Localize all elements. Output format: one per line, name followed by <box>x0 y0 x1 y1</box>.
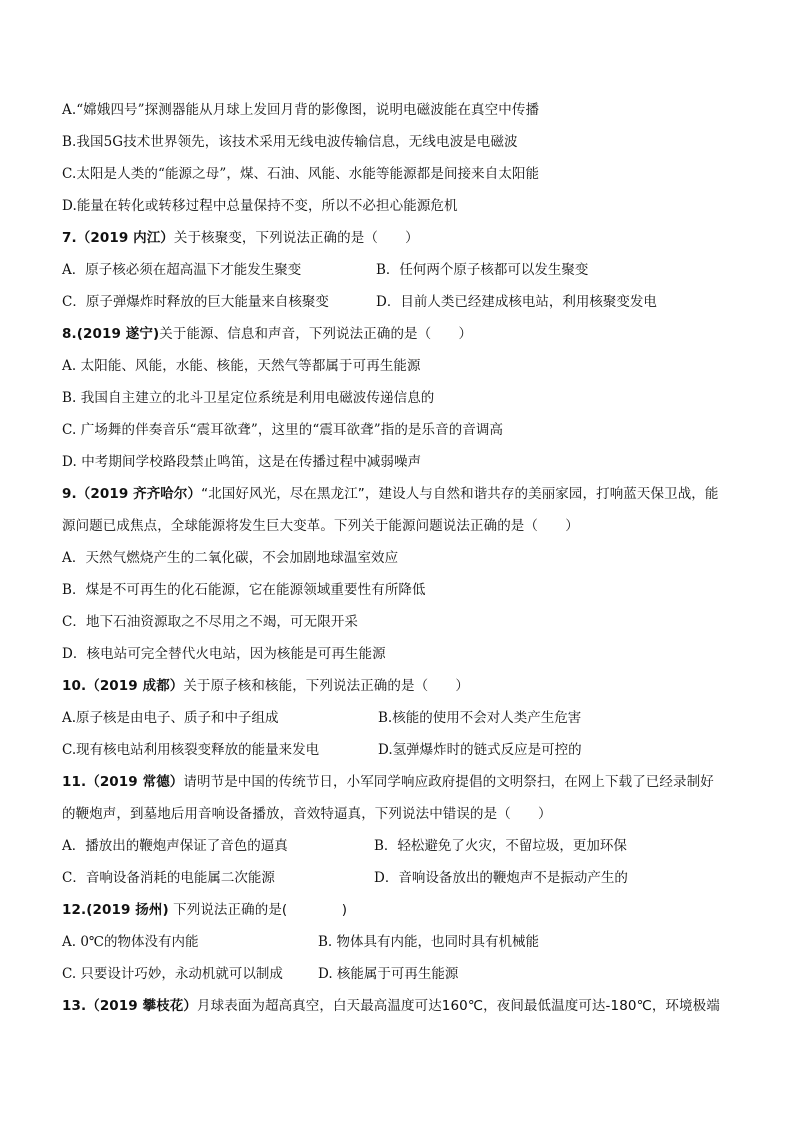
question-text: 关于能源、信息和声音，下列说法正确的是（ ） <box>159 326 473 342</box>
question-11-option-a: A．播放出的鞭炮声保证了音色的逼真 <box>62 838 288 854</box>
question-7-option-b: B．任何两个原子核都可以发生聚变 <box>376 262 589 278</box>
question-source: （2019 成都） <box>86 678 184 694</box>
question-text: 下列说法正确的是( ) <box>168 902 348 918</box>
question-number: 8. <box>62 326 77 342</box>
question-8-option-d: D. 中考期间学校路段禁止鸣笛，这是在传播过程中减弱噪声 <box>62 454 422 470</box>
question-source: （2019 内江） <box>76 230 174 246</box>
question-10-stem <box>62 676 752 696</box>
prev-question-option-a: A.“嫦娥四号”探测器能从月球上发回月背的影像图，说明电磁波能在真空中传播 <box>62 102 540 118</box>
question-number: 10. <box>62 678 87 694</box>
question-text: 关于核聚变，下列说法正确的是（ ） <box>173 230 419 246</box>
question-source: (2019 扬州) <box>86 902 169 918</box>
prev-question-option-c: C.太阳是人类的“能源之母”，煤、石油、风能、水能等能源都是间接来自太阳能 <box>62 166 540 182</box>
question-source: （2019 攀枝花） <box>86 998 197 1014</box>
prev-question-option-d: D.能量在转化或转移过程中总量保持不变，所以不必担心能源危机 <box>62 198 458 214</box>
question-12-stem <box>62 900 752 920</box>
question-12-option-c: C. 只要设计巧妙，永动机就可以制成 <box>62 966 283 982</box>
question-source: （2019 常德） <box>86 774 184 790</box>
question-source: （2019 齐齐哈尔） <box>76 486 202 502</box>
prev-question-option-b: B.我国5G技术世界领先，该技术采用无线电波传输信息，无线电波是电磁波 <box>62 134 518 150</box>
question-10-option-d: D.氢弹爆炸时的链式反应是可控的 <box>378 742 582 758</box>
question-text: 关于原子核和核能，下列说法正确的是（ ） <box>183 678 470 694</box>
question-10-option-b: B.核能的使用不会对人类产生危害 <box>378 710 582 726</box>
question-number: 9. <box>62 486 77 502</box>
question-9-stem-line-1 <box>62 484 752 504</box>
question-7-option-c: C．原子弹爆炸时释放的巨大能量来自核聚变 <box>62 294 329 310</box>
question-11-option-d: D．音响设备放出的鞭炮声不是振动产生的 <box>374 870 628 886</box>
question-text: “北国好风光，尽在黑龙江”，建设人与自然和谐共存的美丽家园，打响蓝天保卫战，能 <box>201 486 719 502</box>
question-11-option-b: B．轻松避免了火灾，不留垃圾，更加环保 <box>374 838 627 854</box>
question-9-option-a: A．天然气燃烧产生的二氧化碳，不会加剧地球温室效应 <box>62 550 399 566</box>
question-9-option-d: D．核电站可完全替代火电站，因为核能是可再生能源 <box>62 646 386 662</box>
question-7-stem <box>62 228 752 248</box>
question-7-option-a: A．原子核必须在超高温下才能发生聚变 <box>62 262 302 278</box>
question-text: 月球表面为超高真空，白天最高温度可达160℃，夜间最低温度可达-180℃，环境极端 <box>197 998 720 1014</box>
question-9-option-b: B．煤是不可再生的化石能源，它在能源领域重要性有所降低 <box>62 582 426 598</box>
question-11-stem-line-2: 的鞭炮声，到墓地后用音响设备播放，音效特逼真，下列说法中错误的是（ ） <box>62 806 552 822</box>
question-text: 请明节是中国的传统节日，小军同学响应政府提倡的文明祭扫，在网上下载了已经录制好 <box>183 774 714 790</box>
question-9-option-c: C．地下石油资源取之不尽用之不竭，可无限开采 <box>62 614 359 630</box>
question-number: 13. <box>62 998 87 1014</box>
question-13-stem <box>62 996 752 1016</box>
question-number: 12. <box>62 902 87 918</box>
question-11-option-c: C．音响设备消耗的电能属二次能源 <box>62 870 275 886</box>
question-12-option-b: B. 物体具有内能，也同时具有机械能 <box>318 934 540 950</box>
question-number: 7. <box>62 230 77 246</box>
question-8-option-c: C. 广场舞的伴奏音乐“震耳欲聋”，这里的“震耳欲聋”指的是乐音的音调高 <box>62 422 504 438</box>
question-10-option-a: A.原子核是由电子、质子和中子组成 <box>62 710 279 726</box>
question-9-stem-line-2: 源问题已成焦点，全球能源将发生巨大变革。下列关于能源问题说法正确的是（ ） <box>62 518 579 534</box>
question-7-option-d: D．目前人类已经建成核电站，利用核聚变发电 <box>376 294 657 310</box>
question-number: 11. <box>62 774 87 790</box>
question-11-stem-line-1 <box>62 772 752 792</box>
question-8-option-b: B. 我国自主建立的北斗卫星定位系统是利用电磁波传递信息的 <box>62 390 435 406</box>
question-12-option-a: A. 0℃的物体没有内能 <box>62 934 199 950</box>
question-8-stem <box>62 324 752 344</box>
question-8-option-a: A. 太阳能、风能，水能、核能，天然气等都属于可再生能源 <box>62 358 421 374</box>
question-source: (2019 遂宁) <box>76 326 160 342</box>
question-12-option-d: D. 核能属于可再生能源 <box>318 966 459 982</box>
question-10-option-c: C.现有核电站利用核裂变释放的能量来发电 <box>62 742 320 758</box>
